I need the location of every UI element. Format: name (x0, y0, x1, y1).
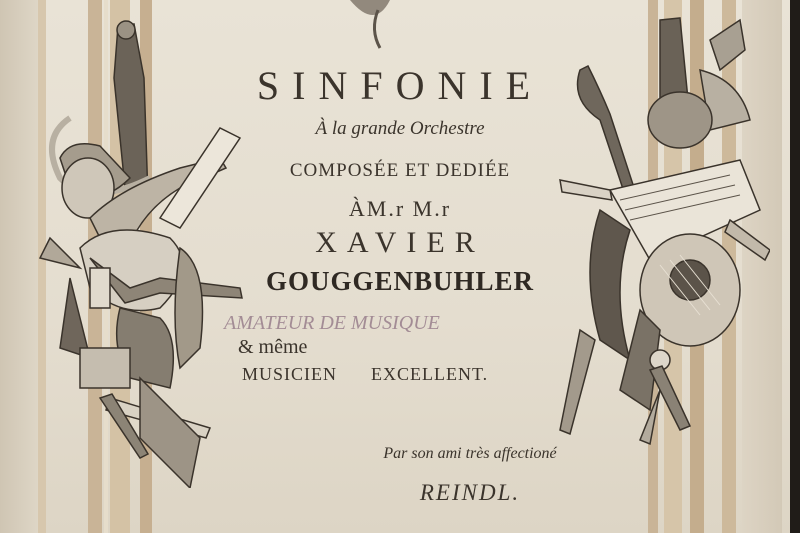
dedicatee-first-name: XAVIER (315, 226, 485, 259)
dedicatee-amateur: AMATEUR DE MUSIQUE (224, 312, 440, 334)
subtitle-monsieur: ÀM.r M.r (348, 196, 452, 221)
by-line: Par son ami très affectioné (383, 445, 557, 462)
subtitle-composee: COMPOSÉE ET DEDIÉE (289, 160, 511, 181)
laurel-ornament-icon (330, 0, 420, 50)
dedicatee-last-name: GOUGGENBUHLER (265, 266, 535, 296)
excellent-word: EXCELLENT. (371, 364, 489, 384)
dedicatee-meme: & même (238, 336, 308, 358)
page-edge-shadow (790, 0, 800, 533)
musicien-word: MUSICIEN (242, 364, 338, 384)
composer-name: REINDL. (419, 480, 521, 505)
page-title: SINFONIE (256, 63, 544, 108)
dedicatee-musicien-line (160, 364, 640, 385)
subtitle-orchestre: À la grande Orchestre (315, 118, 485, 139)
